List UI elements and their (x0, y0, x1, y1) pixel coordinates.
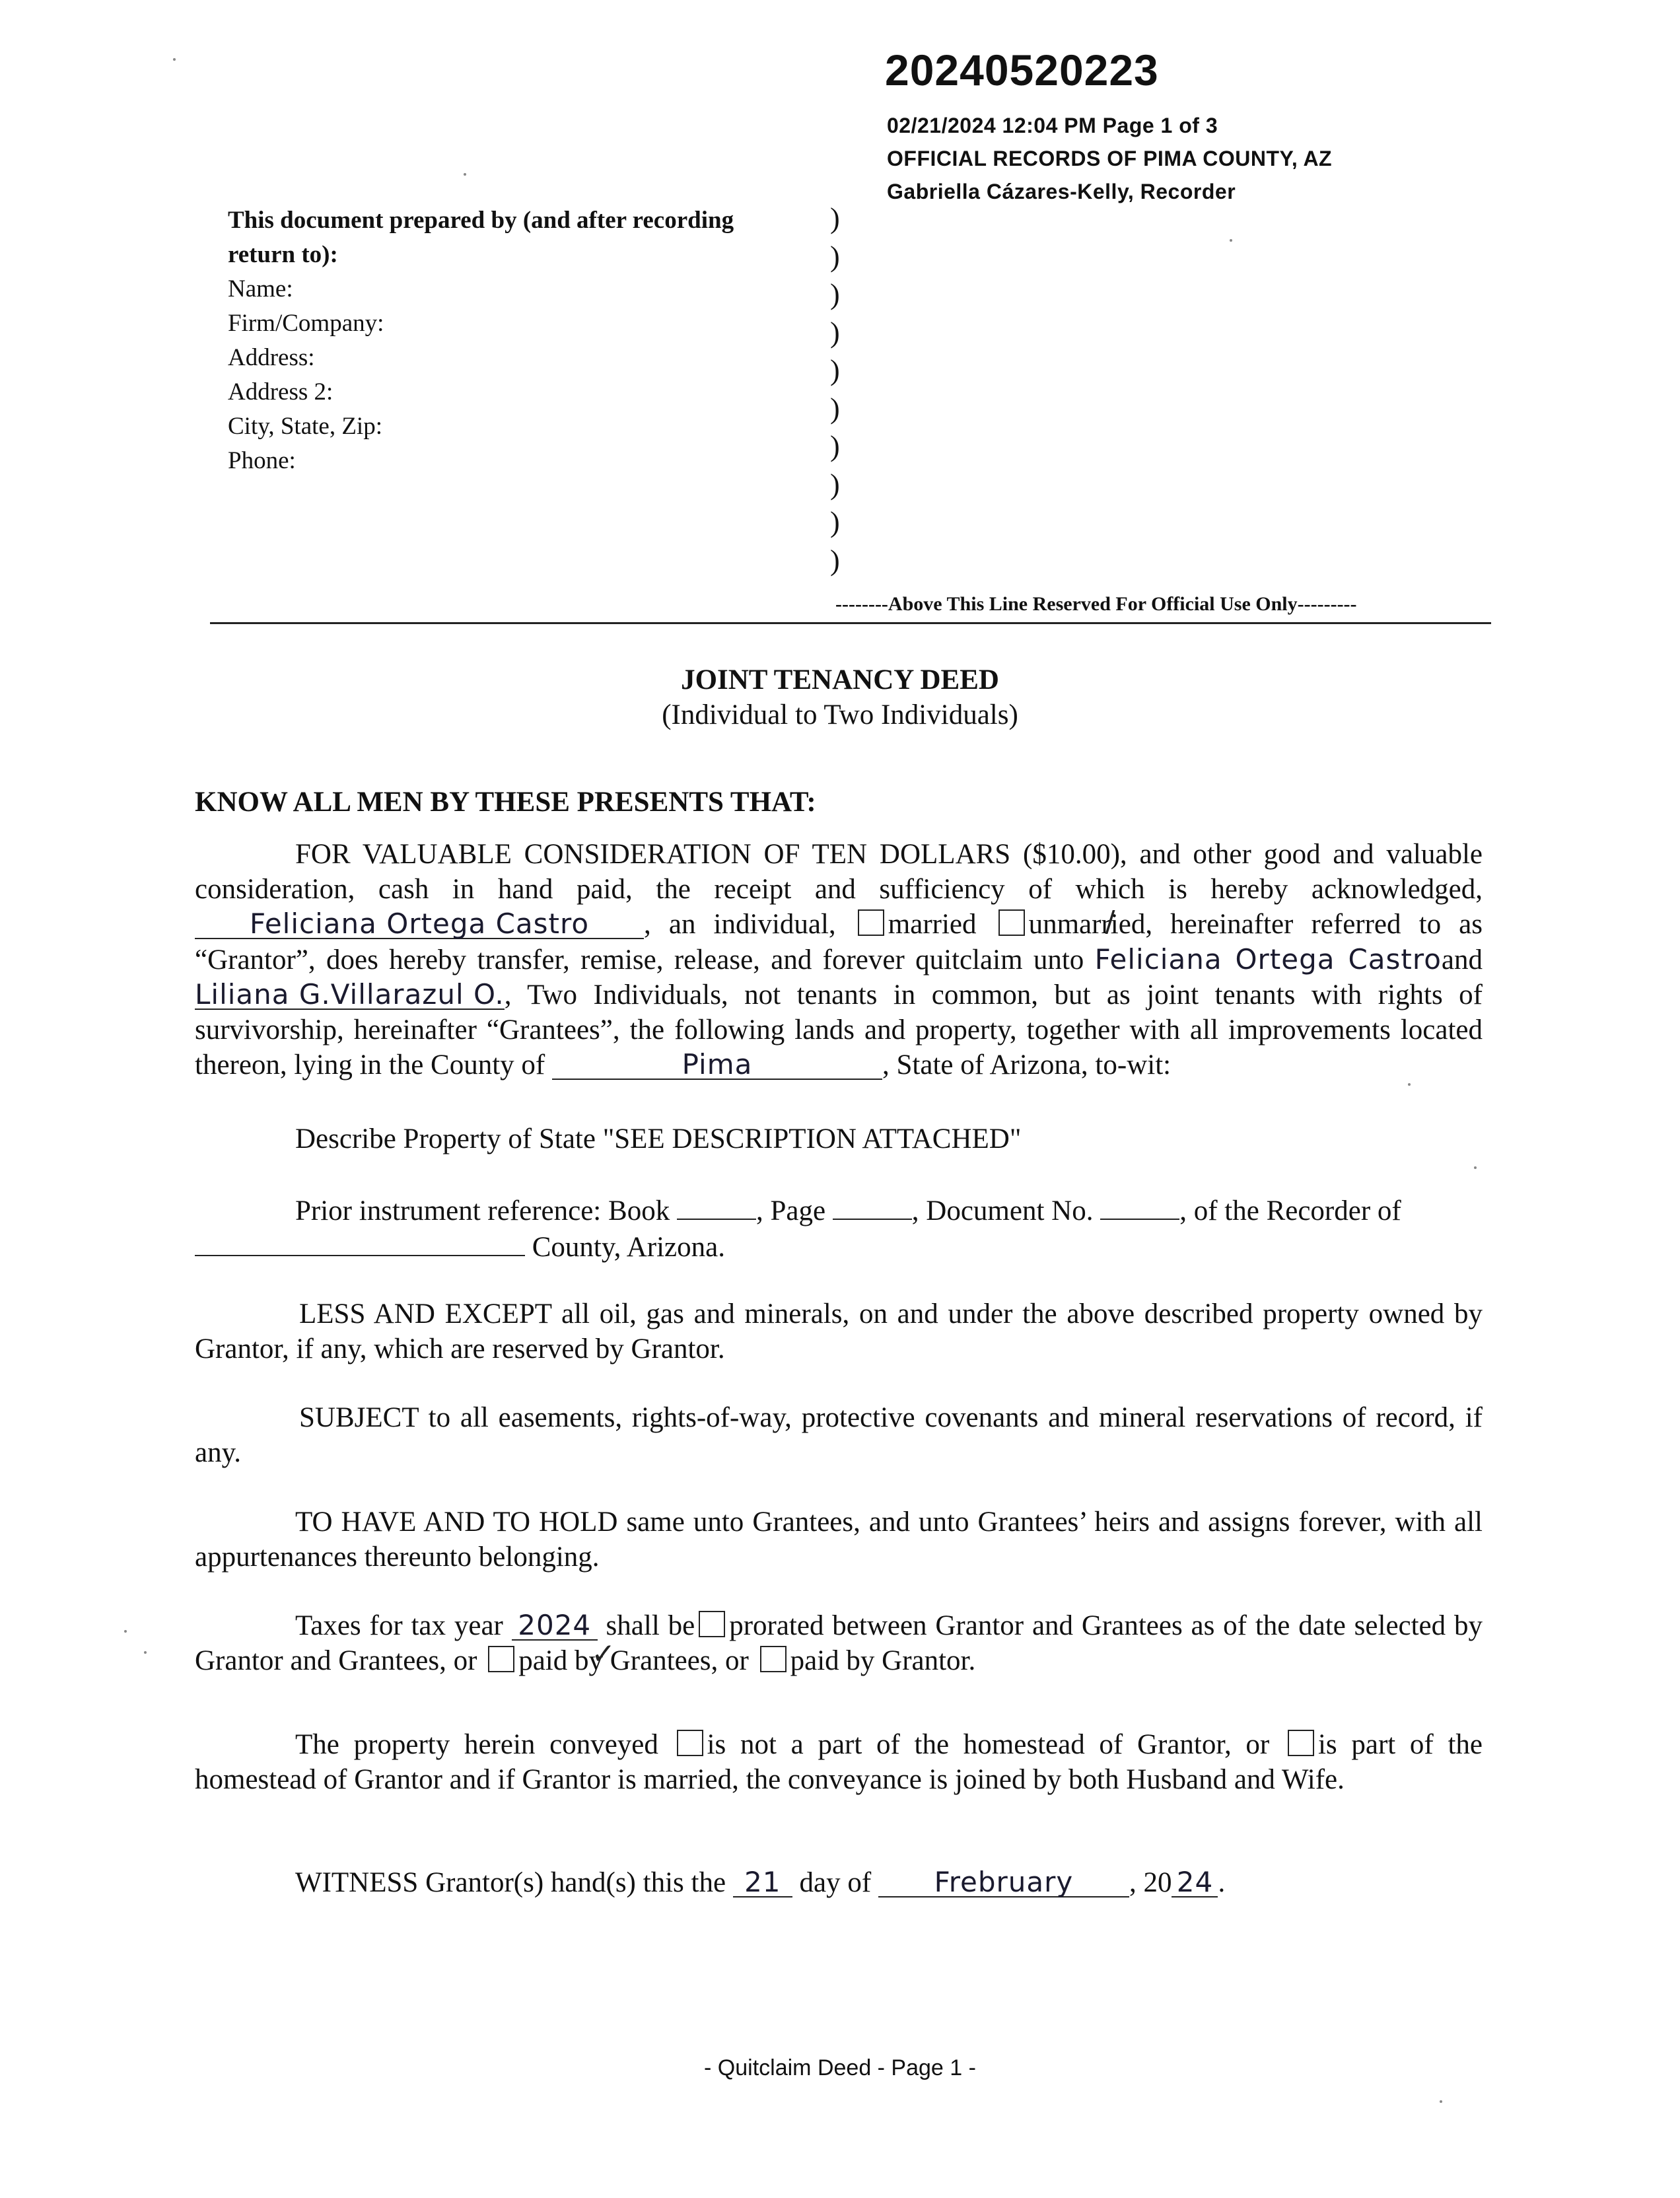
field-address-2: Address 2: (228, 378, 333, 406)
prior-text-d: , of the Recorder of (1179, 1195, 1401, 1226)
recording-datetime: 02/21/2024 12:04 PM Page 1 of 3 (887, 114, 1218, 137)
deed-title: JOINT TENANCY DEED (681, 664, 999, 695)
homestead-paragraph (195, 1727, 1483, 1797)
grantee-1-name[interactable]: Feliciana Ortega Castro (1094, 943, 1442, 975)
recorder-county-field[interactable] (195, 1228, 525, 1256)
field-city-state-zip: City, State, Zip: (228, 413, 382, 440)
witness-text-c: , 20 (1129, 1867, 1172, 1898)
witness-month-field[interactable]: Frebruary (878, 1868, 1129, 1897)
scan-speck (173, 58, 176, 61)
paid-by-grantor-checkbox[interactable] (760, 1646, 787, 1672)
field-name: Name: (228, 275, 293, 302)
scan-speck (464, 173, 466, 176)
scan-speck (1230, 239, 1232, 242)
scan-speck (1474, 1166, 1477, 1169)
conveyance-text-a: FOR VALUABLE CONSIDERATION OF TEN DOLLARS ($10.00), and other good and valuable consideration, cash in hand paid, the receipt and sufficiency of which is hereby acknowledged, (195, 839, 1483, 905)
tax-year-field[interactable]: 2024 (512, 1612, 598, 1641)
page-field[interactable] (833, 1192, 912, 1220)
less-and-except: LESS AND EXCEPT all oil, gas and minerals, on and under the above described property owned by Grantor, if any, which are reserved by Grantor. (195, 1298, 1483, 1365)
page-footer: - Quitclaim Deed - Page 1 - (704, 2055, 976, 2080)
scan-speck (124, 1630, 127, 1633)
and-word: and (1441, 944, 1483, 975)
conveyance-text-b: , an individual, (644, 909, 836, 940)
paid-by-grantees-checkbox[interactable] (488, 1646, 514, 1672)
homestead-text-c: is part of the homestead of Grantor and if Grantor is married, the conveyance is joined by both Husband and Wife. (195, 1729, 1483, 1795)
taxes-text-a: Taxes for tax year (295, 1610, 503, 1641)
unmarried-label: unmarried, hereinafter referred to as “Grantor”, does hereby transfer, remise, release, and forever quitclaim unto (195, 909, 1483, 975)
describe-property: Describe Property of State "SEE DESCRIPTION ATTACHED" (295, 1123, 1022, 1154)
is-homestead-checkbox[interactable] (1288, 1730, 1314, 1756)
field-firm: Firm/Company: (228, 310, 384, 337)
official-use-rule (210, 622, 1491, 624)
homestead-text-b: is not a part of the homestead of Grantor, or (707, 1729, 1270, 1760)
county-field[interactable]: Pima (552, 1051, 882, 1080)
not-homestead-checkbox[interactable] (677, 1730, 703, 1756)
witness-text-a: WITNESS Grantor(s) hand(s) this the (295, 1867, 726, 1898)
conveyance-text-c: , Two Individuals, not tenants in common, but as joint tenants with rights of survivorship, hereinafter “Grantees”, the following lands and property, together with all improvements located thereon, lying in the County of (195, 979, 1483, 1081)
prorated-checkbox[interactable] (699, 1611, 725, 1637)
prior-text-a: Prior instrument reference: Book (295, 1195, 670, 1226)
prior-instrument-paragraph (195, 1192, 1483, 1265)
witness-text-d: . (1218, 1867, 1226, 1898)
field-phone: Phone: (228, 447, 296, 474)
know-all-heading: KNOW ALL MEN BY THESE PRESENTS THAT: (195, 787, 816, 818)
conveyance-paragraph (195, 837, 1483, 1082)
scan-speck (1408, 1083, 1411, 1086)
homestead-text-a: The property herein conveyed (295, 1729, 658, 1760)
field-address: Address: (228, 344, 315, 371)
habendum-clause: TO HAVE AND TO HOLD same unto Grantees, and unto Grantees’ heirs and assigns forever, with all appurtenances thereunto belonging. (195, 1507, 1483, 1573)
recorder-name: Gabriella Cázares-Kelly, Recorder (887, 180, 1236, 203)
subject-clause: SUBJECT to all easements, rights-of-way, protective covenants and mineral reservations of record, if any. (195, 1402, 1483, 1468)
prior-text-b: , Page (755, 1195, 826, 1226)
grantor-name-field[interactable]: Feliciana Ortega Castro (195, 910, 644, 939)
prior-text-c: , Document No. (911, 1195, 1094, 1226)
bracket-column: ) ) ) ) ) ) ) ) ) ) (830, 202, 840, 577)
witness-day-field[interactable]: 21 (733, 1868, 792, 1897)
taxes-text-b: shall be (606, 1610, 695, 1641)
prepared-by-heading: This document prepared by (and after recording (228, 207, 734, 234)
prepared-by-block (228, 203, 734, 478)
witness-year-field[interactable]: 24 (1172, 1868, 1218, 1897)
taxes-text-e: paid by Grantor. (790, 1645, 976, 1676)
document-number-field[interactable] (1100, 1192, 1179, 1220)
conveyance-text-d: , State of Arizona, to-wit: (882, 1049, 1172, 1081)
prior-text-e: County, Arizona. (532, 1232, 725, 1263)
witness-line (295, 1866, 1225, 1899)
recording-office: OFFICIAL RECORDS OF PIMA COUNTY, AZ (887, 147, 1333, 170)
scan-speck (1440, 2100, 1442, 2103)
grantee-2-name[interactable]: Liliana G.Villarazul O. (195, 978, 505, 1010)
scan-speck (144, 1651, 147, 1654)
recording-number: 20240520223 (885, 46, 1159, 94)
taxes-text-c: prorated between Grantor and Grantees as of the date selected by Grantor and Grantees, or (195, 1610, 1483, 1676)
taxes-text-d: paid by Grantees, or (518, 1645, 749, 1676)
taxes-paragraph (195, 1608, 1483, 1678)
witness-text-b: day of (799, 1867, 872, 1898)
official-use-line: --------Above This Line Reserved For Official Use Only--------- (835, 593, 1357, 615)
book-field[interactable] (677, 1192, 756, 1220)
deed-subtitle: (Individual to Two Individuals) (662, 699, 1018, 730)
married-label: married (888, 909, 977, 940)
prepared-by-heading-2: return to): (228, 241, 338, 268)
unmarried-checkbox[interactable] (998, 909, 1025, 936)
married-checkbox[interactable] (858, 909, 884, 936)
